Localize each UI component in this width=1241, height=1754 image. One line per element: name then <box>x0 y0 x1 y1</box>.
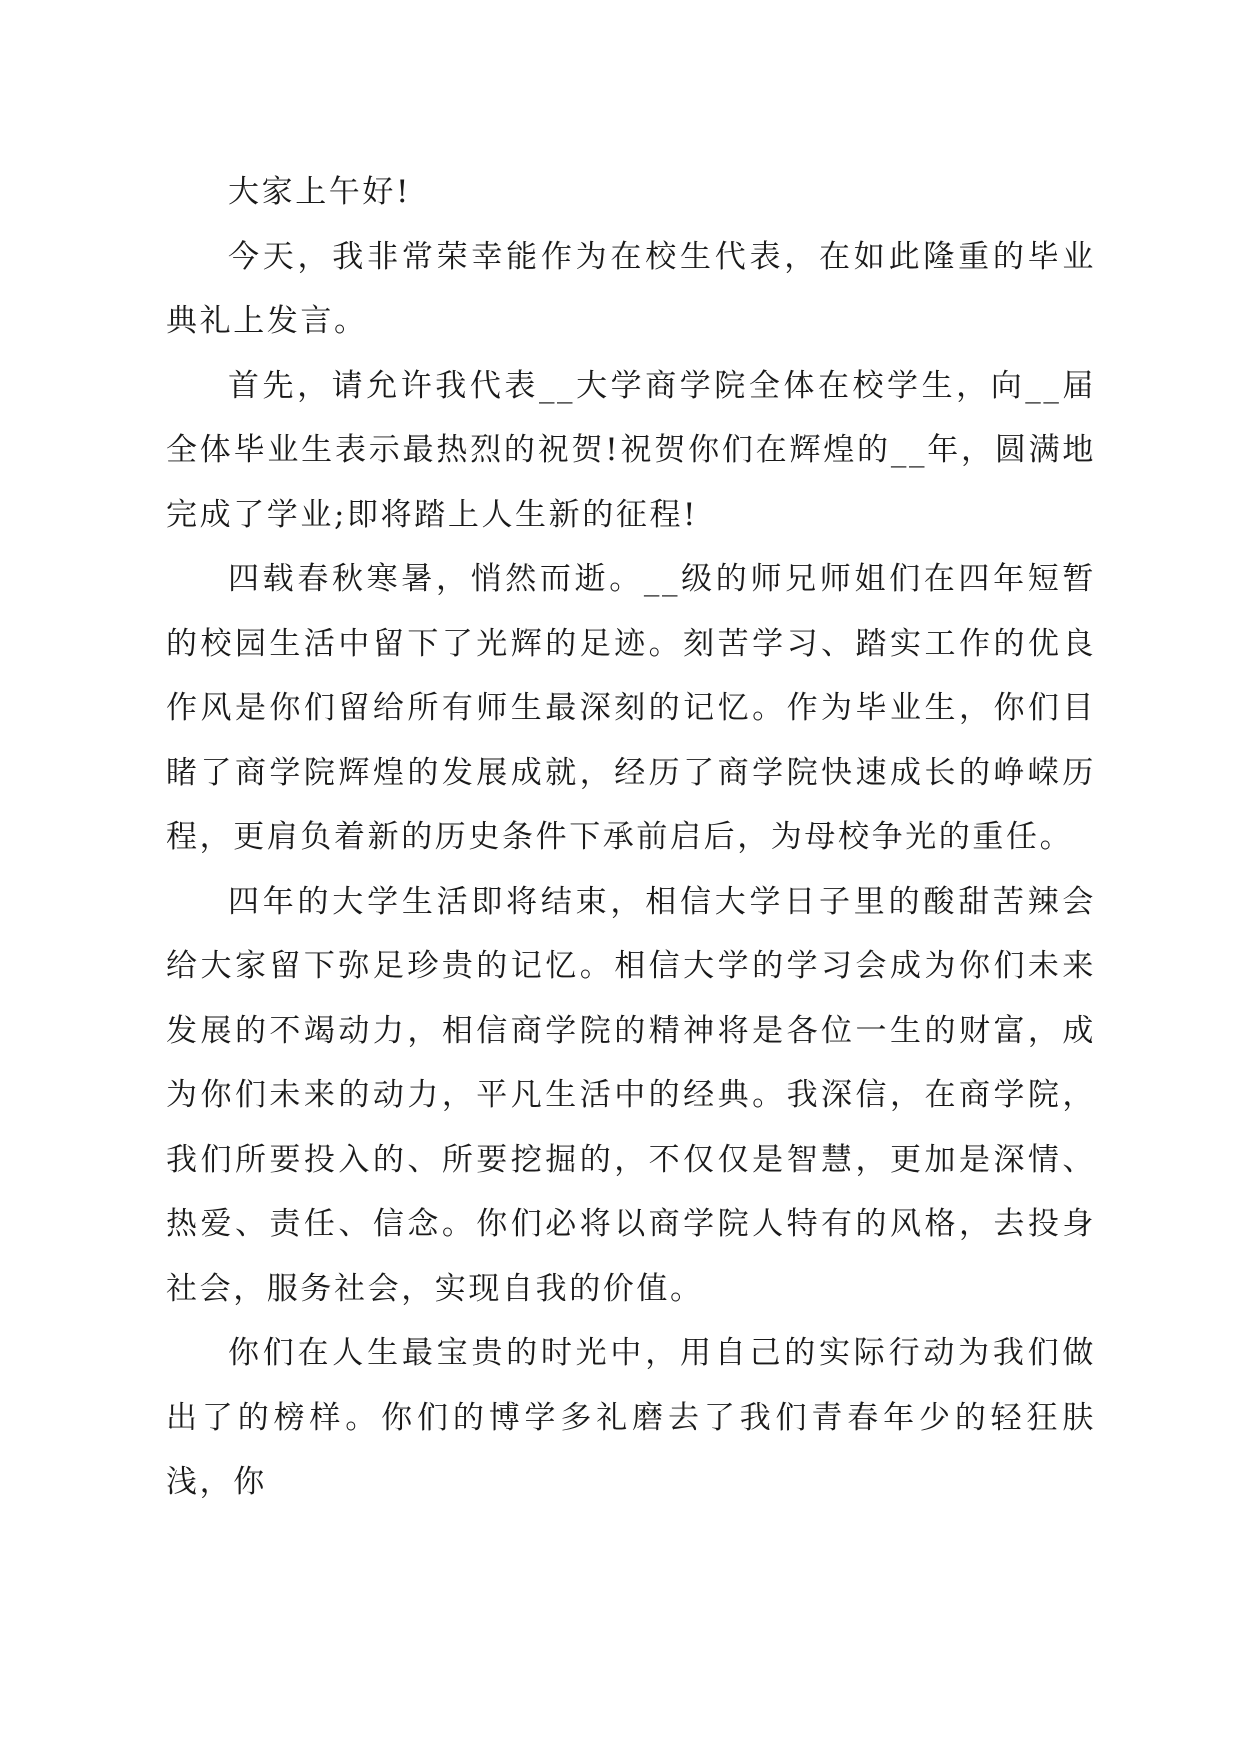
paragraph-opening: 今天，我非常荣幸能作为在校生代表，在如此隆重的毕业典礼上发言。 <box>166 238 1096 339</box>
paragraph-four-years: 四载春秋寒暑，悄然而逝。__级的师兄师姐们在四年短暂的校园生活中留下了光辉的足迹。刻苦学习、踏实工作的优良作风是你们留给所有师生最深刻的记忆。作为毕业生，你们目睹了商学院辉煌的发展成就，经历了商学院快速成长的峥嵘历程，更肩负着新的历史条件下承前启后，为母校争光的重任。 <box>166 561 1096 855</box>
paragraph-greeting: 大家上午好! <box>228 174 412 210</box>
document-body <box>166 160 1096 1515</box>
paragraph-congratulations: 首先，请允许我代表__大学商学院全体在校学生，向__届全体毕业生表示最热烈的祝贺!祝贺你们在辉煌的__年，圆满地完成了学业;即将踏上人生新的征程! <box>166 367 1096 533</box>
paragraph-university-life: 四年的大学生活即将结束，相信大学日子里的酸甜苦辣会给大家留下弥足珍贵的记忆。相信大学的学习会成为你们未来发展的不竭动力，相信商学院的精神将是各位一生的财富，成为你们未来的动力，平凡生活中的经典。我深信，在商学院，我们所要投入的、所要挖掘的，不仅仅是智慧，更加是深情、热爱、责任、信念。你们必将以商学院人特有的风格，去投身社会，服务社会，实现自我的价值。 <box>166 883 1096 1307</box>
paragraph-role-models: 你们在人生最宝贵的时光中，用自己的实际行动为我们做出了的榜样。你们的博学多礼磨去了我们青春年少的轻狂肤浅，你 <box>166 1335 1096 1500</box>
